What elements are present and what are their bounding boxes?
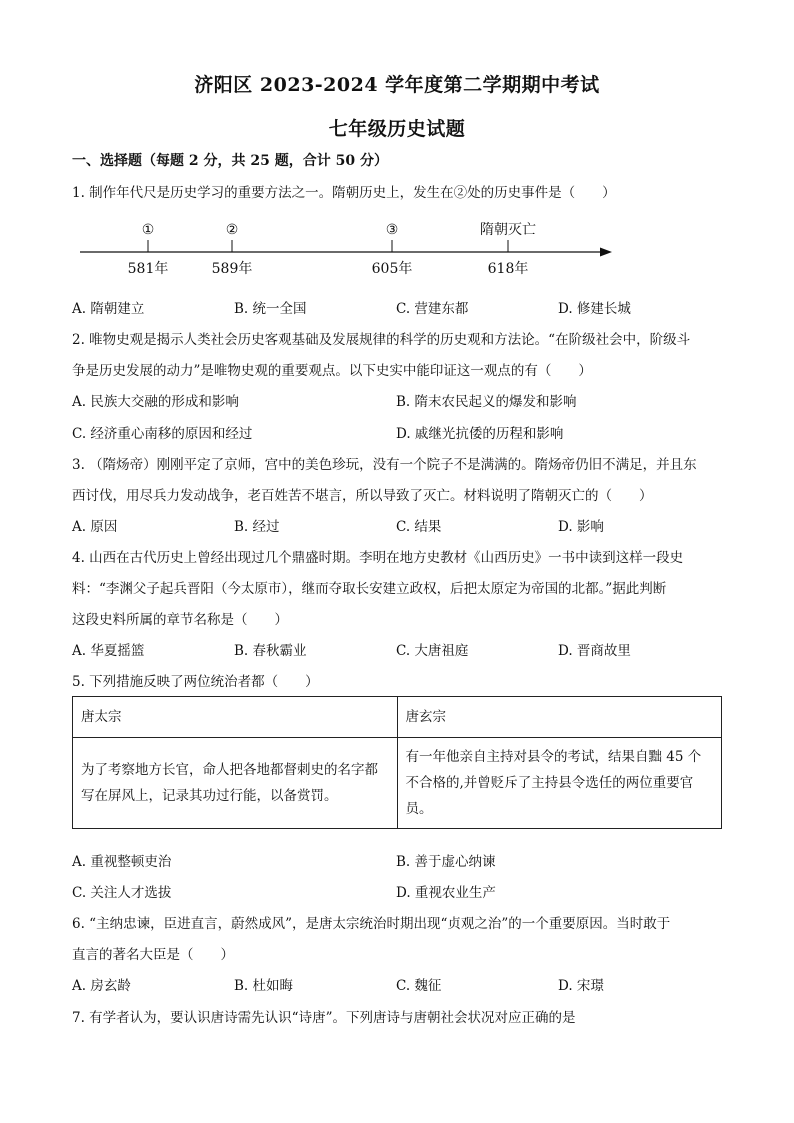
timeline-arrowhead — [600, 248, 612, 257]
question-2-stem-line-2: 争是历史发展的动力”是唯物史观的重要观点。以下史实中能印证这一观点的有（ ） — [72, 363, 592, 379]
question-4-stem-line-2: 料：“李渊父子起兵晋阳（今太原市），继而夺取长安建立政权，后把太原定为帝国的北都。”据此判断 — [72, 581, 667, 597]
timeline-marker-3: ③ — [385, 222, 399, 238]
q4-option-c[interactable]: C. 大唐祖庭 — [396, 643, 469, 659]
q6-option-a[interactable]: A. 房玄龄 — [72, 978, 131, 994]
q5-comparison-table — [72, 696, 722, 829]
question-7-stem: 7. 有学者认为，要认识唐诗需先认识“诗唐”。下列唐诗与唐朝社会状况对应正确的是 — [72, 1010, 576, 1026]
section-heading: 一、选择题（每题 2 分，共 25 题，合计 50 分） — [72, 153, 388, 169]
timeline-marker-4: 隋朝灭亡 — [480, 222, 536, 238]
timeline-svg — [72, 212, 632, 282]
q6-option-c[interactable]: C. 魏征 — [396, 978, 442, 994]
question-5-stem: 5. 下列措施反映了两位统治者都（ ） — [72, 674, 319, 690]
q1-option-b[interactable]: B. 统一全国 — [234, 301, 307, 317]
question-4-stem-line-1: 4. 山西在古代历史上曾经出现过几个鼎盛时期。李明在地方史教材《山西历史》一书中读到这样一段史 — [72, 550, 684, 566]
table-header-taizong: 唐太宗 — [73, 697, 398, 738]
q3-option-b[interactable]: B. 经过 — [234, 519, 280, 535]
exam-subtitle: 七年级历史试题 — [328, 118, 466, 140]
q5-option-c[interactable]: C. 关注人才选拔 — [72, 885, 172, 901]
timeline-year-1: 581年 — [127, 261, 169, 277]
q1-option-d[interactable]: D. 修建长城 — [558, 301, 631, 317]
q6-option-d[interactable]: D. 宋璟 — [558, 978, 604, 994]
q4-option-d[interactable]: D. 晋商故里 — [558, 643, 631, 659]
question-6-stem-line-1: 6. “主纳忠谏，臣进直言，蔚然成风”，是唐太宗统治时期出现“贞观之治”的一个重要原因。当时敢于 — [72, 916, 671, 932]
question-3-stem-line-1: 3. （隋炀帝）刚刚平定了京师，宫中的美色珍玩，没有一个院子不是满满的。隋炀帝仍旧不满足，并且东 — [72, 457, 697, 473]
table-header-xuanzong: 唐玄宗 — [397, 697, 722, 738]
question-1-stem: 1. 制作年代尺是历史学习的重要方法之一。隋朝历史上，发生在②处的历史事件是（ ） — [72, 185, 616, 201]
timeline-year-3: 605年 — [371, 261, 413, 277]
q4-option-b[interactable]: B. 春秋霸业 — [234, 643, 307, 659]
table-cell-xuanzong: 有一年他亲自主持对县令的考试，结果自黜 45 个不合格的,并曾贬斥了主持县令选任的两位重要官员。 — [397, 738, 722, 829]
exam-title: 济阳区 2023-2024 学年度第二学期期中考试 — [194, 74, 600, 96]
q1-option-c[interactable]: C. 营建东都 — [396, 301, 469, 317]
timeline-year-2: 589年 — [211, 261, 253, 277]
q5-option-b[interactable]: B. 善于虚心纳谏 — [396, 854, 496, 870]
question-2-stem-line-1: 2. 唯物史观是揭示人类社会历史客观基础及发展规律的科学的历史观和方法论。“在阶级社会中，阶级斗 — [72, 332, 691, 348]
q4-option-a[interactable]: A. 华夏摇篮 — [72, 643, 145, 659]
timeline-marker-1: ① — [141, 222, 155, 238]
timeline-marker-2: ② — [225, 222, 239, 238]
q3-option-a[interactable]: A. 原因 — [72, 519, 118, 535]
question-6-stem-line-2: 直言的著名大臣是（ ） — [72, 947, 234, 963]
q5-option-a[interactable]: A. 重视整顿吏治 — [72, 854, 172, 870]
q1-option-a[interactable]: A. 隋朝建立 — [72, 301, 145, 317]
q2-option-c[interactable]: C. 经济重心南移的原因和经过 — [72, 426, 253, 442]
q2-option-b[interactable]: B. 隋末农民起义的爆发和影响 — [396, 394, 577, 410]
q6-option-b[interactable]: B. 杜如晦 — [234, 978, 294, 994]
table-cell-taizong: 为了考察地方长官，命人把各地都督刺史的名字都写在屏风上，记录其功过行能，以备赏罚。 — [73, 738, 398, 829]
question-3-stem-line-2: 西讨伐，用尽兵力发动战争，老百姓苦不堪言，所以导致了灭亡。材料说明了隋朝灭亡的（ ） — [72, 488, 653, 504]
q2-option-a[interactable]: A. 民族大交融的形成和影响 — [72, 394, 239, 410]
q3-option-c[interactable]: C. 结果 — [396, 519, 442, 535]
q5-option-d[interactable]: D. 重视农业生产 — [396, 885, 496, 901]
q2-option-d[interactable]: D. 戚继光抗倭的历程和影响 — [396, 426, 564, 442]
q3-option-d[interactable]: D. 影响 — [558, 519, 604, 535]
question-4-stem-line-3: 这段史料所属的章节名称是（ ） — [72, 612, 288, 628]
timeline-year-4: 618年 — [487, 261, 529, 277]
timeline-figure — [72, 212, 632, 282]
